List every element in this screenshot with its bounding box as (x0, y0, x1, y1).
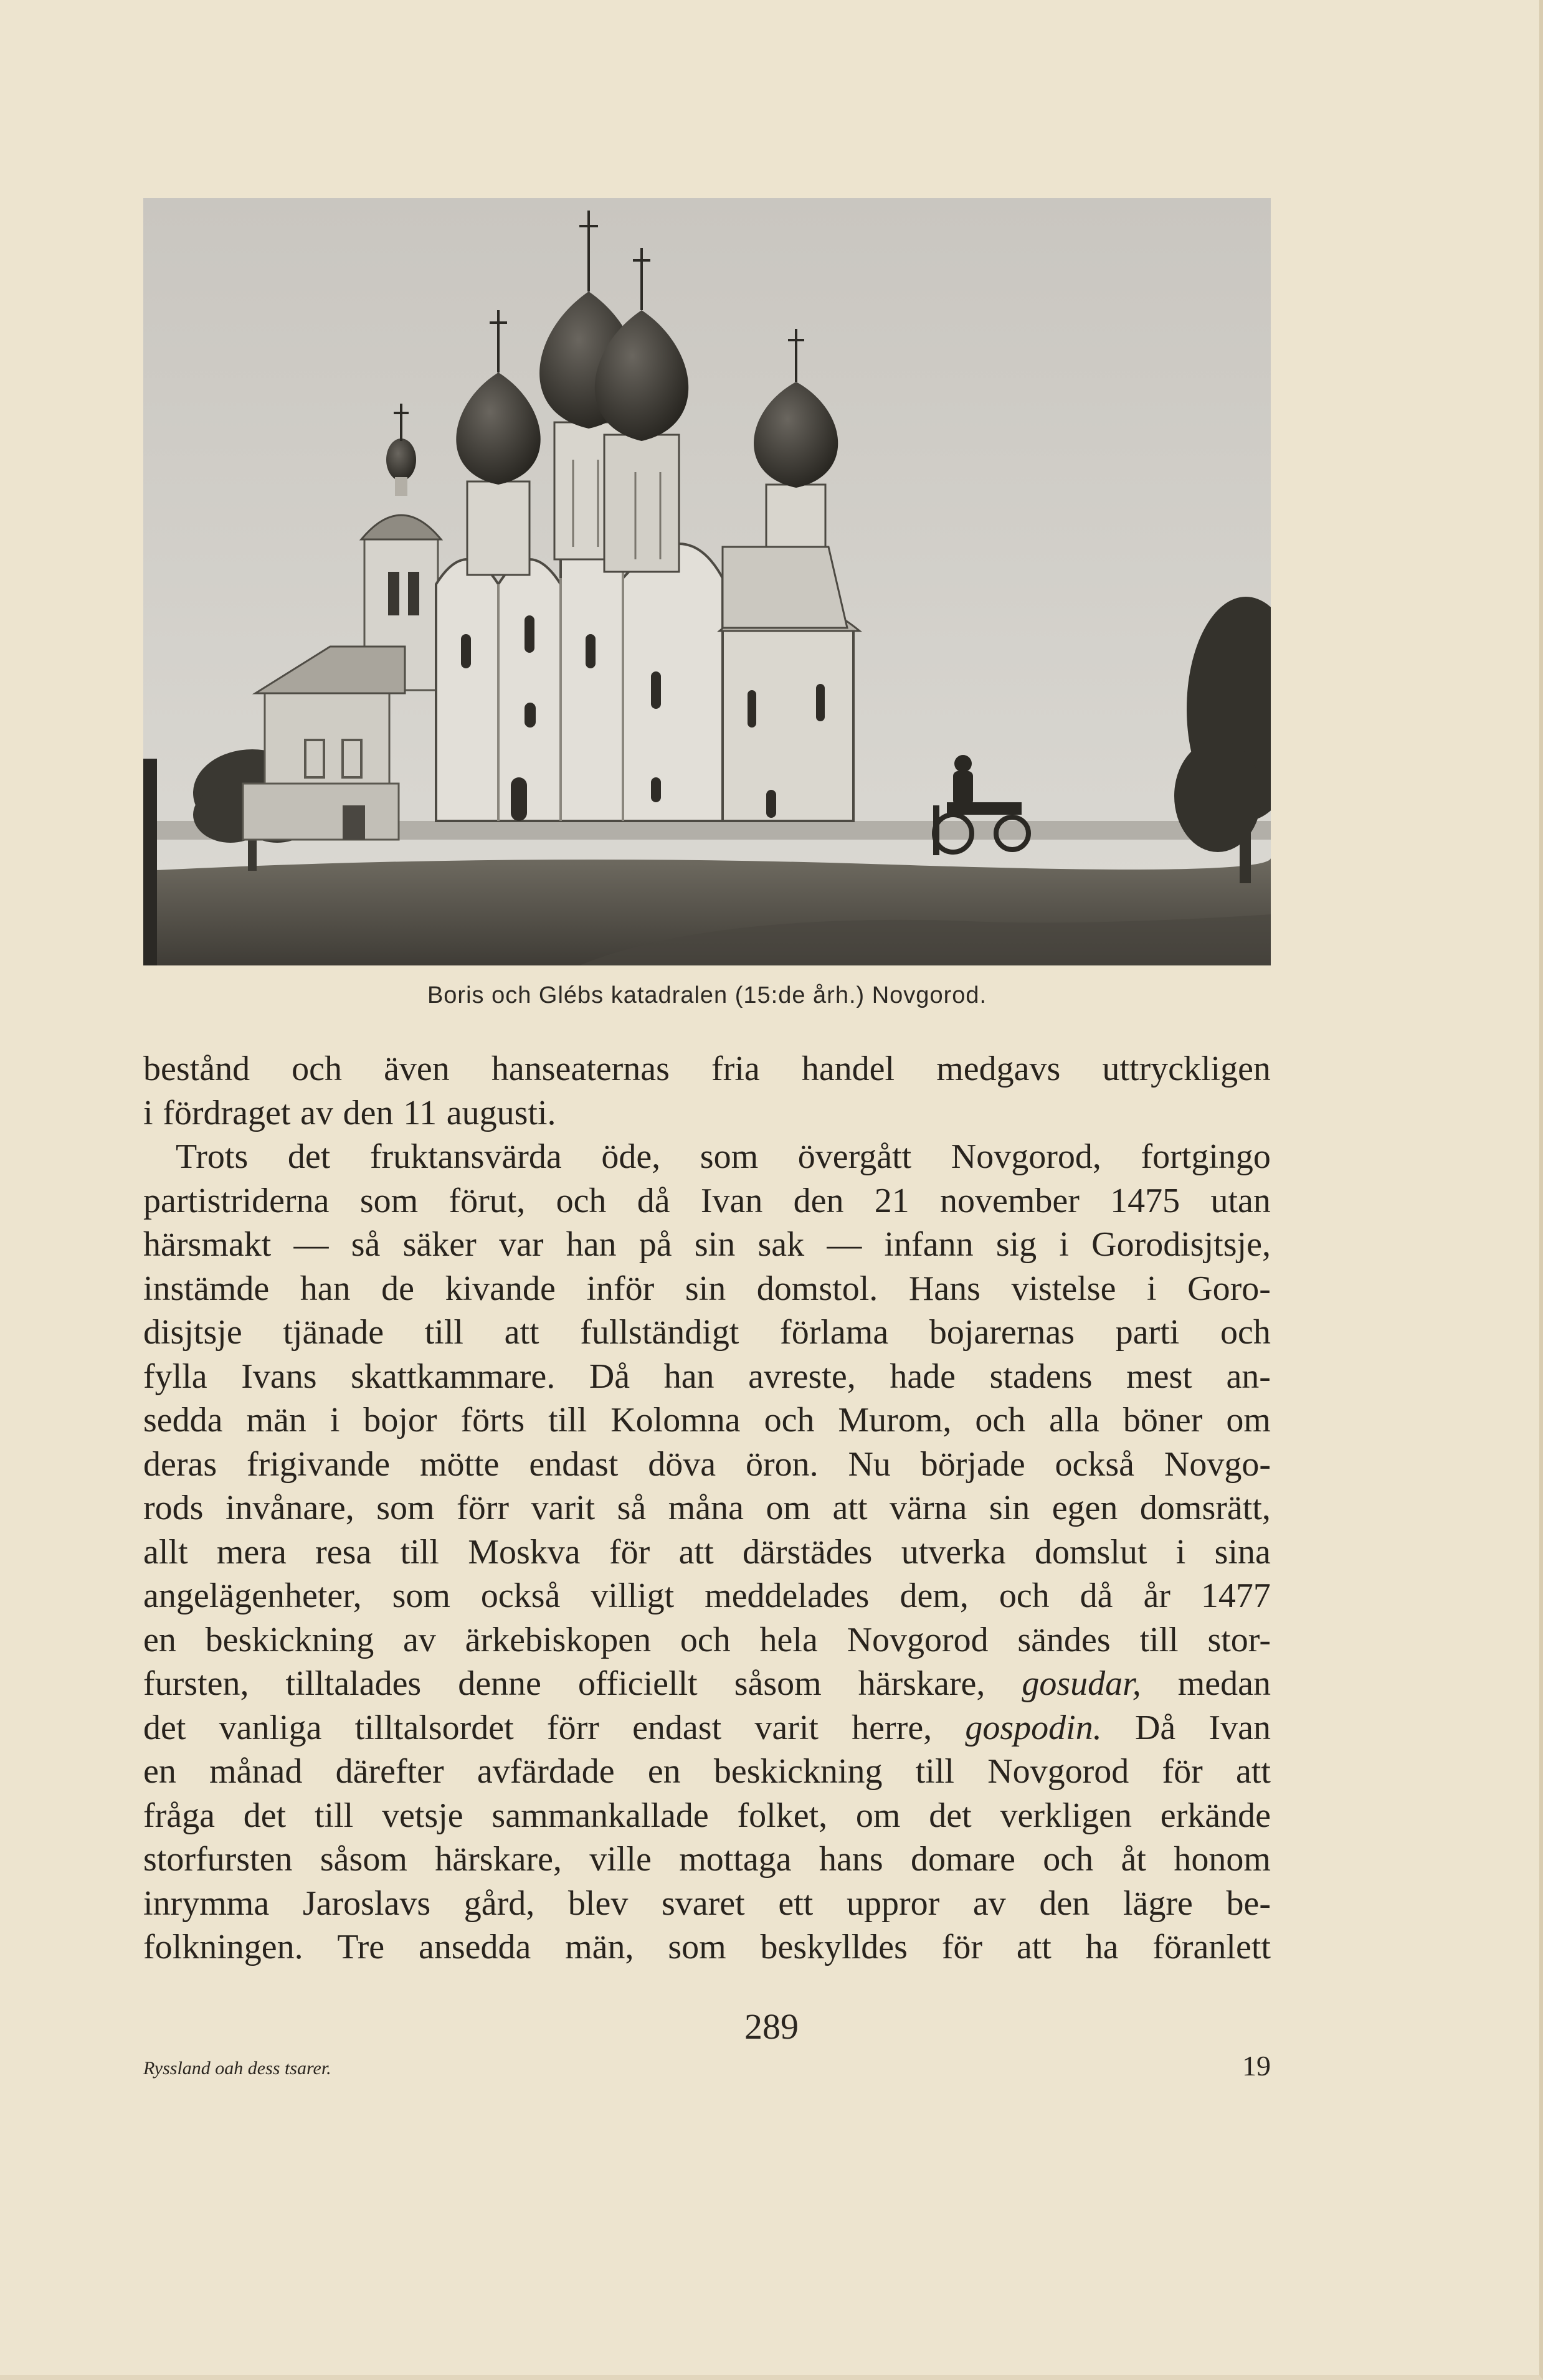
word: domstol. (756, 1269, 878, 1308)
word: mera (216, 1532, 287, 1572)
word: som (376, 1489, 435, 1527)
word: lägre (1123, 1884, 1193, 1923)
word: fruktansvärda (369, 1137, 562, 1176)
word: till (548, 1401, 587, 1439)
word: 1475 (1110, 1181, 1180, 1220)
word: ville (589, 1840, 652, 1879)
word: såsom (734, 1664, 822, 1703)
word: och (999, 1576, 1050, 1615)
word: till (400, 1532, 439, 1572)
word: och (556, 1181, 607, 1220)
word: fördraget (163, 1093, 291, 1132)
word: den (1039, 1884, 1090, 1923)
word: skattkammare. (351, 1357, 556, 1396)
word: därefter (335, 1752, 444, 1791)
word: Ivans (241, 1357, 317, 1396)
word: han (566, 1225, 617, 1264)
word: sedda (143, 1401, 223, 1439)
word: infann (884, 1225, 974, 1264)
word: gård, (463, 1884, 535, 1923)
word: partistriderna (143, 1181, 330, 1220)
word: mötte (419, 1444, 500, 1484)
word: — (293, 1225, 329, 1264)
text-line (143, 1091, 1271, 1135)
word: av (402, 1620, 436, 1659)
word: tilltalades (285, 1664, 422, 1703)
word: förts (460, 1401, 525, 1439)
word: Goro- (1187, 1269, 1271, 1308)
text-line (143, 1443, 1271, 1487)
word: folkningen. (143, 1928, 303, 1966)
word: döva (648, 1444, 716, 1484)
word: i (1147, 1269, 1157, 1308)
word: det (929, 1796, 972, 1835)
text-line (143, 1794, 1271, 1838)
word: fria (711, 1050, 760, 1088)
text-line (143, 1837, 1271, 1882)
word: varit (754, 1708, 819, 1747)
word: år (1143, 1576, 1170, 1615)
word: disjtsje (143, 1313, 242, 1352)
word: till (915, 1752, 954, 1791)
word: invånare, (225, 1489, 354, 1527)
word: november (939, 1181, 1080, 1220)
word: han (663, 1357, 715, 1396)
word: säker (402, 1225, 477, 1264)
word: blev (567, 1884, 629, 1923)
word: beskickning (713, 1752, 883, 1791)
word: öde, (601, 1137, 661, 1176)
word: som (668, 1928, 726, 1966)
word: på (639, 1225, 672, 1264)
word: män (246, 1401, 306, 1439)
word: för (609, 1532, 650, 1572)
word: ansedda (418, 1928, 531, 1966)
word: Jaroslavs (302, 1884, 431, 1923)
word: denne (458, 1664, 541, 1703)
word: och (975, 1401, 1026, 1439)
word: dem, (900, 1576, 969, 1615)
word: hans (819, 1840, 883, 1879)
word: sin (685, 1269, 726, 1308)
word: härskare, (435, 1840, 562, 1879)
word: förlama (780, 1313, 889, 1352)
text-line (143, 1882, 1271, 1926)
word: om (766, 1489, 811, 1527)
word: sig (995, 1225, 1037, 1264)
word: tilltalsordet (354, 1708, 514, 1747)
word: hade (890, 1357, 956, 1396)
word: an- (1226, 1357, 1271, 1396)
body-text (143, 1047, 1271, 1970)
word: deras (143, 1444, 217, 1484)
word: fullständigt (580, 1313, 739, 1352)
text-line (143, 1047, 1271, 1091)
word: och (292, 1050, 342, 1088)
word: av (972, 1884, 1006, 1923)
word: då (1080, 1576, 1113, 1615)
text-line (143, 1223, 1271, 1267)
text-line (143, 1179, 1271, 1223)
word: beskylldes (760, 1928, 908, 1966)
text-line (143, 1486, 1271, 1530)
word: ett (778, 1884, 814, 1923)
word: bestånd (143, 1050, 250, 1088)
word: varit (531, 1489, 596, 1527)
word: var (498, 1225, 544, 1264)
word: den (343, 1093, 394, 1132)
word: Kolomna (610, 1401, 741, 1439)
word: stadens (989, 1357, 1093, 1396)
word: förr (546, 1708, 599, 1747)
word: beskickning (205, 1620, 374, 1659)
word: inför (586, 1269, 655, 1308)
word: Novgorod, (951, 1137, 1101, 1176)
word: för (941, 1928, 983, 1966)
word: så (351, 1225, 381, 1264)
word: egen (1052, 1489, 1118, 1527)
word: utverka (901, 1532, 1006, 1572)
word: att (1236, 1752, 1271, 1791)
word: domslut (1034, 1532, 1147, 1572)
word: att (504, 1313, 539, 1352)
word: i (330, 1401, 340, 1439)
word: han (300, 1269, 351, 1308)
word: som (392, 1576, 450, 1615)
word: gospodin. (965, 1708, 1102, 1747)
word: såsom (320, 1840, 407, 1879)
word: erkände (1160, 1796, 1271, 1835)
word: mest (1126, 1357, 1192, 1396)
word: även (384, 1050, 450, 1088)
word: handel (801, 1050, 895, 1088)
word: Trots (176, 1137, 249, 1176)
word: parti (1115, 1313, 1180, 1352)
word: fråga (143, 1796, 216, 1835)
book-title-footer: Ryssland oah dess tsarer. (143, 2058, 331, 2079)
word: av (300, 1093, 333, 1132)
word: övergått (797, 1137, 912, 1176)
word: Novgo- (1164, 1444, 1271, 1484)
word: Ivan (1208, 1708, 1271, 1747)
word: bojarernas (929, 1313, 1075, 1352)
word: medgavs (936, 1050, 1061, 1088)
word: en (143, 1620, 176, 1659)
word: och (1220, 1313, 1271, 1352)
word: ärkebiskopen (465, 1620, 652, 1659)
word: sin (694, 1225, 736, 1264)
word: uttryckligen (1102, 1050, 1271, 1088)
word: då (637, 1181, 670, 1220)
word: en (143, 1752, 176, 1791)
word: föranlett (1152, 1928, 1271, 1966)
word: Ivan (700, 1181, 763, 1220)
word: därstädes (742, 1532, 873, 1572)
word: endast (529, 1444, 619, 1484)
word: härskare, (858, 1664, 985, 1703)
word: började (920, 1444, 1025, 1484)
word: tjänade (283, 1313, 384, 1352)
word: rods (143, 1489, 204, 1527)
text-line (143, 1574, 1271, 1618)
text-line (143, 1530, 1271, 1575)
word: att (832, 1489, 868, 1527)
word: — (827, 1225, 862, 1264)
word: det (243, 1796, 287, 1835)
word: herre, (852, 1708, 933, 1747)
word: Tre (337, 1928, 385, 1966)
word: fursten, (143, 1664, 249, 1703)
word: vistelse (1011, 1269, 1116, 1308)
word: måna (668, 1489, 744, 1527)
text-line (143, 1662, 1271, 1706)
word: förr (457, 1489, 509, 1527)
word: medan (1177, 1664, 1271, 1703)
word: att (1016, 1928, 1052, 1966)
text-line (143, 1267, 1271, 1311)
word: fylla (143, 1357, 207, 1396)
cathedral-photograph (143, 198, 1271, 965)
word: till (1139, 1620, 1179, 1659)
word: frigivande (247, 1444, 391, 1484)
word: sammankallade (491, 1796, 709, 1835)
word: resa (315, 1532, 372, 1572)
word: inrymma (143, 1884, 270, 1923)
word: domsrätt, (1139, 1489, 1271, 1527)
word: i (1059, 1225, 1069, 1264)
word: Då (1134, 1708, 1176, 1747)
word: hanseaternas (491, 1050, 670, 1088)
word: meddelades (705, 1576, 870, 1615)
text-line (143, 1355, 1271, 1399)
word: härsmakt (143, 1225, 272, 1264)
text-line (143, 1311, 1271, 1355)
word: stor- (1207, 1620, 1271, 1659)
text-line (143, 1398, 1271, 1443)
word: förut, (449, 1181, 526, 1220)
word: fortgingo (1141, 1137, 1271, 1176)
word: och (1043, 1840, 1094, 1879)
word: Då (589, 1357, 630, 1396)
word: avreste, (748, 1357, 856, 1396)
word: Moskva (468, 1532, 581, 1572)
text-line (143, 1750, 1271, 1794)
word: som (700, 1137, 759, 1176)
word: som (359, 1181, 419, 1220)
word: instämde (143, 1269, 270, 1308)
word: för (1162, 1752, 1203, 1791)
word: ha (1085, 1928, 1119, 1966)
word: allt (143, 1532, 188, 1572)
word: om (1226, 1401, 1271, 1439)
word: bojor (363, 1401, 437, 1439)
word: i (143, 1093, 153, 1132)
word: alla (1049, 1401, 1099, 1439)
word: be- (1226, 1884, 1271, 1923)
word: mottaga (679, 1840, 792, 1879)
word: om (855, 1796, 901, 1835)
word: en (647, 1752, 681, 1791)
word: uppror (846, 1884, 940, 1923)
word: officiellt (577, 1664, 698, 1703)
word: det (143, 1708, 186, 1747)
word: avfärdade (477, 1752, 615, 1791)
word: åt (1121, 1840, 1146, 1879)
word: att (678, 1532, 714, 1572)
word: det (287, 1137, 331, 1176)
word: sina (1214, 1532, 1271, 1572)
word: Murom, (838, 1401, 952, 1439)
word: till (424, 1313, 463, 1352)
word: så (617, 1489, 647, 1527)
word: hela (759, 1620, 818, 1659)
text-line (143, 1925, 1271, 1970)
word: böner (1123, 1401, 1203, 1439)
word: gosudar, (1022, 1664, 1141, 1703)
word: angelägenheter, (143, 1576, 362, 1615)
word: vanliga (219, 1708, 322, 1747)
word: villigt (591, 1576, 675, 1615)
word: Nu (848, 1444, 891, 1484)
word: och (680, 1620, 731, 1659)
text-line (143, 1135, 1271, 1179)
word: Novgorod (987, 1752, 1129, 1791)
word: Gorodisjtsje, (1091, 1225, 1271, 1264)
word: folket, (737, 1796, 828, 1835)
word: också (1055, 1444, 1135, 1484)
word: sin (989, 1489, 1030, 1527)
word: öron. (745, 1444, 819, 1484)
word: sak (757, 1225, 805, 1264)
word: 21 (874, 1181, 909, 1220)
word: honom (1174, 1840, 1271, 1879)
text-line (143, 1618, 1271, 1662)
figure-caption: Boris och Glébs katadralen (15:de årh.) Novgorod. (427, 982, 987, 1008)
word: i (1175, 1532, 1186, 1572)
word: kivande (445, 1269, 556, 1308)
word: 11 (403, 1093, 437, 1132)
word: Hans (908, 1269, 980, 1308)
word: vetsje (382, 1796, 463, 1835)
word: också (480, 1576, 561, 1615)
word: verkligen (1000, 1796, 1132, 1835)
word: Novgorod (847, 1620, 989, 1659)
word: till (315, 1796, 354, 1835)
word: de (381, 1269, 415, 1308)
word: domare (911, 1840, 1015, 1879)
signature-mark: 19 (1242, 2050, 1271, 2082)
word: utan (1210, 1181, 1271, 1220)
word: värna (890, 1489, 967, 1527)
page-number: 289 (744, 2006, 799, 2047)
word: svaret (661, 1884, 745, 1923)
word: storfursten (143, 1840, 293, 1879)
word: den (793, 1181, 844, 1220)
word: och (764, 1401, 815, 1439)
text-line (143, 1706, 1271, 1750)
word: män, (565, 1928, 634, 1966)
word: endast (632, 1708, 722, 1747)
word: månad (209, 1752, 303, 1791)
word: 1477 (1200, 1576, 1271, 1615)
word: sändes (1017, 1620, 1111, 1659)
word: augusti. (446, 1093, 556, 1132)
